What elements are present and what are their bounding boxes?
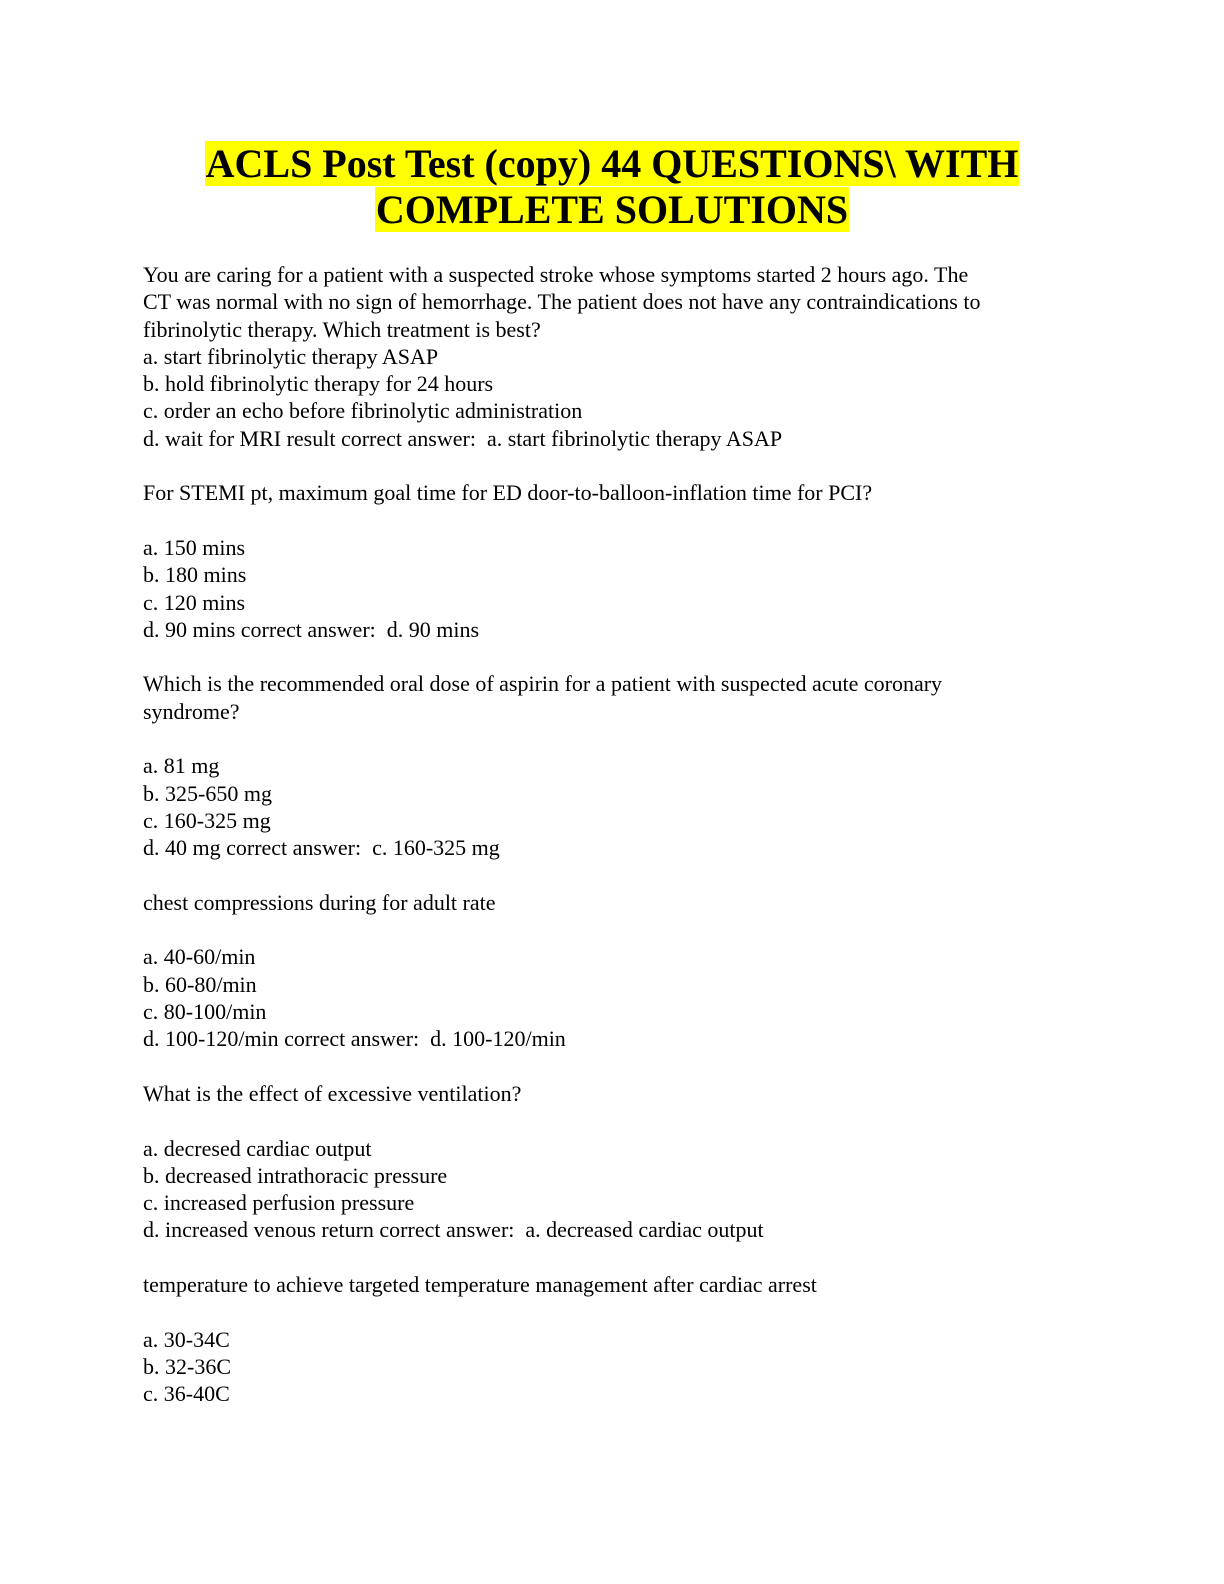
question-block [143, 670, 1103, 861]
spacer [143, 725, 1103, 752]
answer-option: d. increased venous return correct answer: a. decreased cardiac output [143, 1217, 764, 1243]
question-prompt-line: For STEMI pt, maximum goal time for ED door-to-balloon-inflation time for PCI? [143, 480, 873, 506]
page-title [0, 141, 1224, 233]
question-prompt-line: What is the effect of excessive ventilation? [143, 1080, 522, 1106]
question-block [143, 479, 1103, 643]
question-prompt-line: You are caring for a patient with a suspected stroke whose symptoms started 2 hours ago. The [143, 262, 969, 287]
answer-option: c. 120 mins [143, 589, 246, 615]
question-prompt-line: chest compressions during for adult rate [143, 889, 496, 915]
question-prompt-line: syndrome? [143, 698, 240, 724]
spacer [143, 507, 1103, 534]
question-prompt-line: temperature to achieve targeted temperature management after cardiac arrest [143, 1271, 817, 1297]
spacer [143, 916, 1103, 943]
question-prompt-line: CT was normal with no sign of hemorrhage. The patient does not have any contraindications to [143, 289, 981, 315]
question-block [143, 261, 1103, 452]
answer-option: d. 100-120/min correct answer: d. 100-120/min [143, 1026, 566, 1052]
answer-option: b. 60-80/min [143, 971, 257, 997]
spacer [143, 1244, 1103, 1271]
question-block [143, 889, 1103, 1053]
answer-option: a. 150 mins [143, 534, 246, 560]
answer-option: c. increased perfusion pressure [143, 1190, 415, 1216]
answer-option: a. 30-34C [143, 1326, 230, 1352]
question-prompt-line: fibrinolytic therapy. Which treatment is best? [143, 316, 541, 342]
spacer [143, 1107, 1103, 1134]
answer-option: c. 36-40C [143, 1381, 230, 1407]
answer-option: d. wait for MRI result correct answer: a. start fibrinolytic therapy ASAP [143, 425, 783, 451]
answer-option: a. start fibrinolytic therapy ASAP [143, 343, 439, 369]
question-list [143, 261, 1103, 1407]
answer-option: d. 40 mg correct answer: c. 160-325 mg [143, 835, 500, 861]
title-line-1: ACLS Post Test (copy) 44 QUESTIONS\ WITH [205, 141, 1019, 186]
spacer [143, 643, 1103, 670]
answer-option: c. 160-325 mg [143, 807, 271, 833]
answer-option: a. 81 mg [143, 753, 220, 779]
question-block [143, 1080, 1103, 1244]
spacer [143, 862, 1103, 889]
title-line-2: COMPLETE SOLUTIONS [375, 187, 849, 232]
answer-option: b. 325-650 mg [143, 780, 272, 806]
answer-option: d. 90 mins correct answer: d. 90 mins [143, 616, 480, 642]
answer-option: c. order an echo before fibrinolytic administration [143, 398, 583, 424]
answer-option: b. decreased intrathoracic pressure [143, 1162, 448, 1188]
answer-option: c. 80-100/min [143, 999, 267, 1025]
question-prompt-line: Which is the recommended oral dose of aspirin for a patient with suspected acute coronary [143, 671, 943, 697]
answer-option: b. 180 mins [143, 562, 247, 588]
question-block [143, 1271, 1103, 1407]
answer-option: b. hold fibrinolytic therapy for 24 hours [143, 371, 494, 397]
answer-option: a. decresed cardiac output [143, 1135, 372, 1161]
answer-option: a. 40-60/min [143, 944, 256, 970]
spacer [143, 452, 1103, 479]
answer-option: b. 32-36C [143, 1353, 231, 1379]
spacer [143, 1053, 1103, 1080]
spacer [143, 1298, 1103, 1325]
